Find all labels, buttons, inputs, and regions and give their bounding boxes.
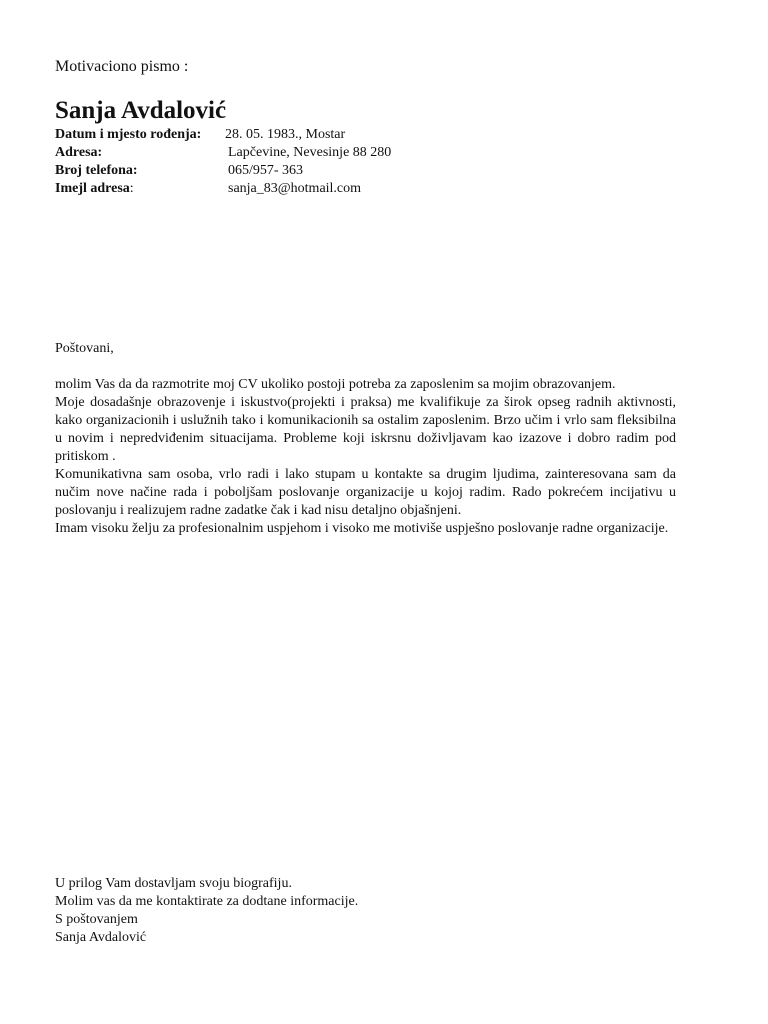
contact-info: [55, 126, 655, 198]
address-row: [55, 144, 655, 162]
birth-label: Datum i mjesto rođenja:: [55, 127, 202, 142]
phone-value: 065/957- 363: [228, 163, 304, 178]
phone-label: Broj telefona:: [55, 163, 138, 178]
phone-row: [55, 162, 655, 180]
letter-closing: [55, 875, 358, 947]
letter-paragraph: Komunikativna sam osoba, vrlo radi i lako stupam u kontakte sa drugim ljudima, zainteresovana sam da nučim nove načine rada i poboljšam poslovanje organizacije u kojoj radim. Rado pokrećem incijativu u poslovanju i realizujem radne zadatke čak i kad nisu detaljno objašnjeni.: [55, 467, 676, 518]
closing-salutation: S poštovanjem: [55, 912, 138, 927]
letter-paragraph: Moje dosadašnje obrazovenje i iskustvo(projekti i praksa) me kvalifikuje za širok opseg radnih aktivnosti, kako organizacionih i uslužnih tako i komunikacionih sa ostalim zaposlenim. Brzo učim i vrlo sam fleksibilna u novim i nepredviđenim situacijama. Probleme koji iskrsnu doživljavam kao izazove i dobro radim pod pritiskom .: [55, 395, 676, 464]
birth-value: 28. 05. 1983., Mostar: [225, 127, 346, 142]
closing-line: U prilog Vam dostavljam svoju biografiju.: [55, 876, 292, 891]
email-label: Imejl adresa: [55, 181, 130, 196]
signature-name: Sanja Avdalović: [55, 930, 147, 945]
address-label: Adresa:: [55, 145, 103, 160]
birth-info-row: [55, 126, 655, 144]
letter-body: [55, 376, 676, 538]
letter-greeting: Poštovani,: [55, 341, 114, 356]
email-value: sanja_83@hotmail.com: [228, 181, 362, 196]
letter-paragraph: Imam visoku želju za profesionalnim uspjehom i visoko me motiviše uspješno poslovanje radne organizacije.: [55, 521, 669, 536]
document-title: Motivaciono pismo :: [55, 58, 189, 75]
applicant-name: Sanja Avdalović: [55, 97, 227, 124]
email-label-colon: :: [129, 181, 134, 196]
email-label-wrap: [55, 180, 134, 198]
letter-paragraph: molim Vas da da razmotrite moj CV ukoliko postoji potreba za zaposlenim sa mojim obrazovanjem.: [55, 377, 616, 392]
email-row: [55, 180, 655, 198]
closing-line: Molim vas da me kontaktirate za dodtane informacije.: [55, 894, 359, 909]
address-value: Lapčevine, Nevesinje 88 280: [228, 145, 392, 160]
